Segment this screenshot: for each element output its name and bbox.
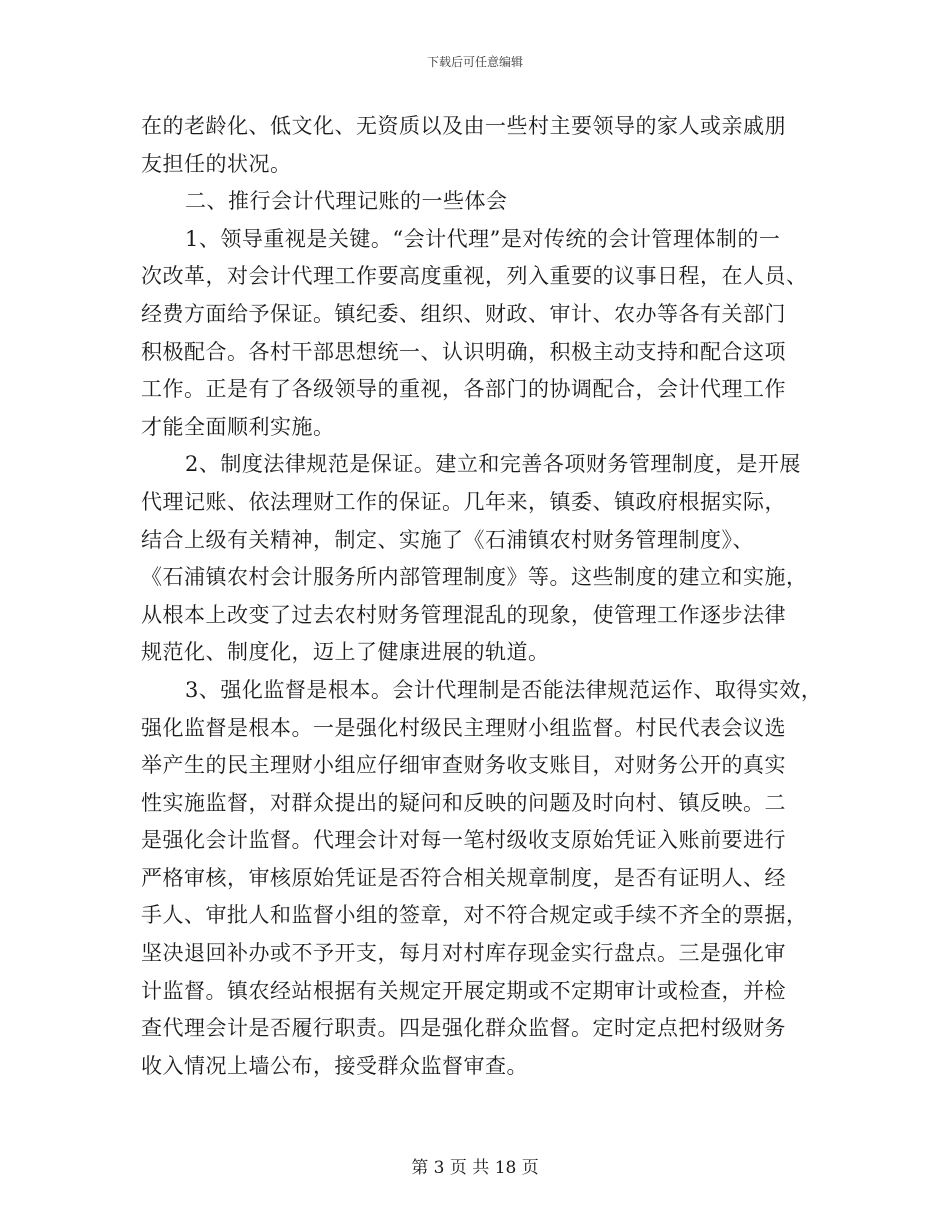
text-line: 查代理会计是否履行职责。四是强化群众监督。定时定点把村级财务 [141, 1016, 786, 1041]
text-line: 友担任的状况。 [141, 151, 292, 176]
text-line: 2、制度法律规范是保证。建立和完善各项财务管理制度，是开展 [185, 452, 801, 477]
document-body [141, 108, 821, 1085]
text-line: 工作。正是有了各级领导的重视，各部门的协调配合，会计代理工作 [141, 377, 786, 402]
text-line: 结合上级有关精神，制定、实施了《石浦镇农村财务管理制度》、 [141, 527, 754, 552]
text-line: 强化监督是根本。一是强化村级民主理财小组监督。村民代表会议选 [141, 715, 786, 740]
text-line: 次改革，对会计代理工作要高度重视，列入重要的议事日程，在人员、 [141, 264, 808, 289]
text-line: 计监督。镇农经站根据有关规定开展定期或不定期审计或检查，并检 [141, 978, 786, 1003]
text-line: 《石浦镇农村会计服务所内部管理制度》等。这些制度的建立和实施， [141, 565, 808, 590]
page-footer: 第 3 页 共 18 页 [411, 1158, 539, 1178]
text-line: 3、强化监督是根本。会计代理制是否能法律规范运作、取得实效， [185, 677, 823, 702]
text-line: 收入情况上墙公布，接受群众监督审查。 [141, 1053, 528, 1078]
text-line: 举产生的民主理财小组应仔细审查财务收支账目，对财务公开的真实 [141, 753, 786, 778]
text-line: 坚决退回补办或不予开支，每月对村库存现金实行盘点。三是强化审 [141, 941, 786, 966]
text-line: 从根本上改变了过去农村财务管理混乱的现象，使管理工作逐步法律 [141, 602, 786, 627]
text-line: 在的老龄化、低文化、无资质以及由一些村主要领导的家人或亲戚朋 [141, 114, 786, 138]
text-line: 积极配合。各村干部思想统一、认识明确，积极主动支持和配合这项 [141, 339, 786, 364]
text-line: 性实施监督，对群众提出的疑问和反映的问题及时向村、镇反映。二 [141, 790, 786, 815]
text-line: 规范化、制度化，迈上了健康进展的轨道。 [141, 640, 550, 665]
text-line: 才能全面顺利实施。 [141, 414, 335, 439]
text-line: 1、领导重视是关键。“会计代理”是对传统的会计管理体制的一 [185, 226, 781, 251]
text-line: 手人、审批人和监督小组的签章，对不符合规定或手续不齐全的票据， [141, 903, 808, 928]
page-header: 下载后可任意编辑 [426, 55, 523, 69]
text-line: 经费方面给予保证。镇纪委、组织、财政、审计、农办等各有关部门 [141, 301, 786, 326]
text-line: 严格审核，审核原始凭证是否符合相关规章制度，是否有证明人、经 [141, 865, 786, 890]
text-line: 二、推行会计代理记账的一些体会 [185, 189, 508, 214]
text-line: 是强化会计监督。代理会计对每一笔村级收支原始凭证入账前要进行 [141, 828, 786, 853]
text-line: 代理记账、依法理财工作的保证。几年来，镇委、镇政府根据实际， [141, 489, 786, 514]
